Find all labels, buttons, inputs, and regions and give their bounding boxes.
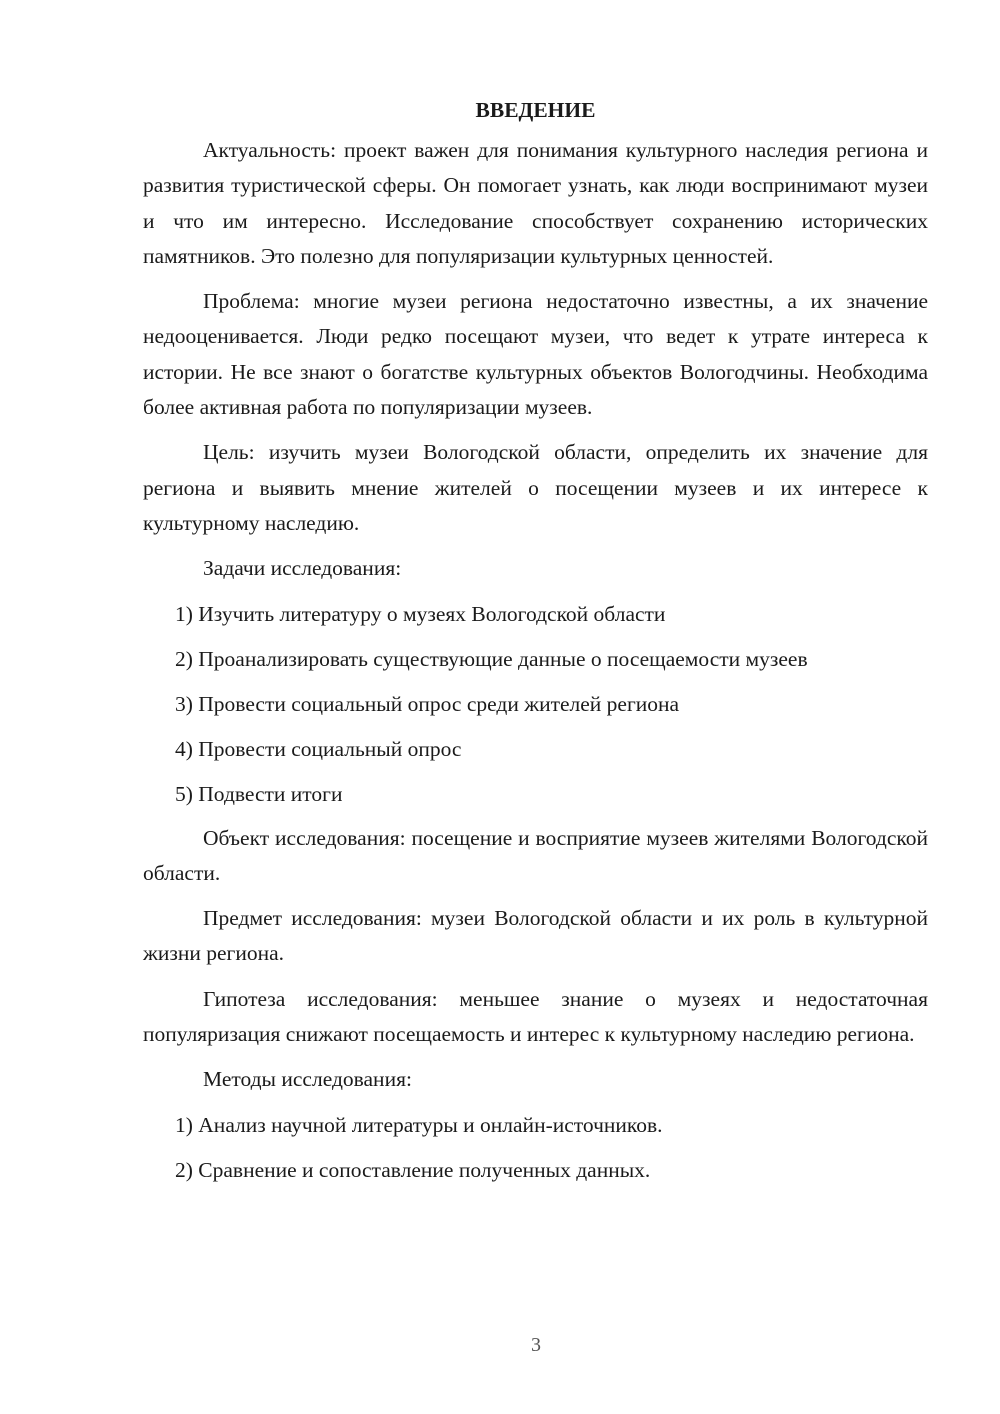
methods-list [143, 1107, 928, 1188]
list-item: 4) Провести социальный опрос [175, 736, 462, 761]
object-paragraph: Объект исследования: посещение и восприятие музеев жителями Вологодской области. [143, 825, 928, 885]
page-number: 3 [531, 1334, 541, 1356]
subject-paragraph: Предмет исследования: музеи Вологодской области и их роль в культурной жизни региона. [143, 906, 928, 966]
list-item: 1) Изучить литературу о музеях Вологодской области [175, 601, 666, 626]
list-item: 3) Провести социальный опрос среди жителей региона [175, 691, 680, 716]
relevance-paragraph: Актуальность: проект важен для понимания культурного наследия региона и развития туристической сферы. Он помогает узнать, как люди воспринимают музеи и что им интересно. Исследование способствует сохранению исторических памятников. Это полезно для популяризации культурных ценностей. [143, 138, 928, 268]
goal-paragraph: Цель: изучить музеи Вологодской области, определить их значение для региона и выявить мнение жителей о посещении музеев и их интересе к культурному наследию. [143, 440, 928, 535]
list-item: 5) Подвести итоги [175, 781, 343, 806]
problem-paragraph: Проблема: многие музеи региона недостаточно известны, а их значение недооценивается. Люди редко посещают музеи, что ведет к утрате интереса к истории. Не все знают о богатстве культурных объектов Вологодчины. Необходима более активная работа по популяризации музеев. [143, 289, 928, 420]
tasks-list [143, 596, 928, 812]
list-item: 1) Анализ научной литературы и онлайн-источников. [175, 1112, 663, 1137]
tasks-title: Задачи исследования: [203, 556, 402, 581]
list-item: 2) Сравнение и сопоставление полученных данных. [175, 1157, 651, 1182]
page-heading: ВВЕДЕНИЕ [475, 98, 596, 122]
list-item: 2) Проанализировать существующие данные о посещаемости музеев [175, 646, 808, 671]
hypothesis-paragraph: Гипотеза исследования: меньшее знание о музеях и недостаточная популяризация снижают посещаемость и интерес к культурному наследию региона. [143, 986, 928, 1047]
methods-title: Методы исследования: [203, 1067, 412, 1092]
document-page [143, 92, 928, 1197]
